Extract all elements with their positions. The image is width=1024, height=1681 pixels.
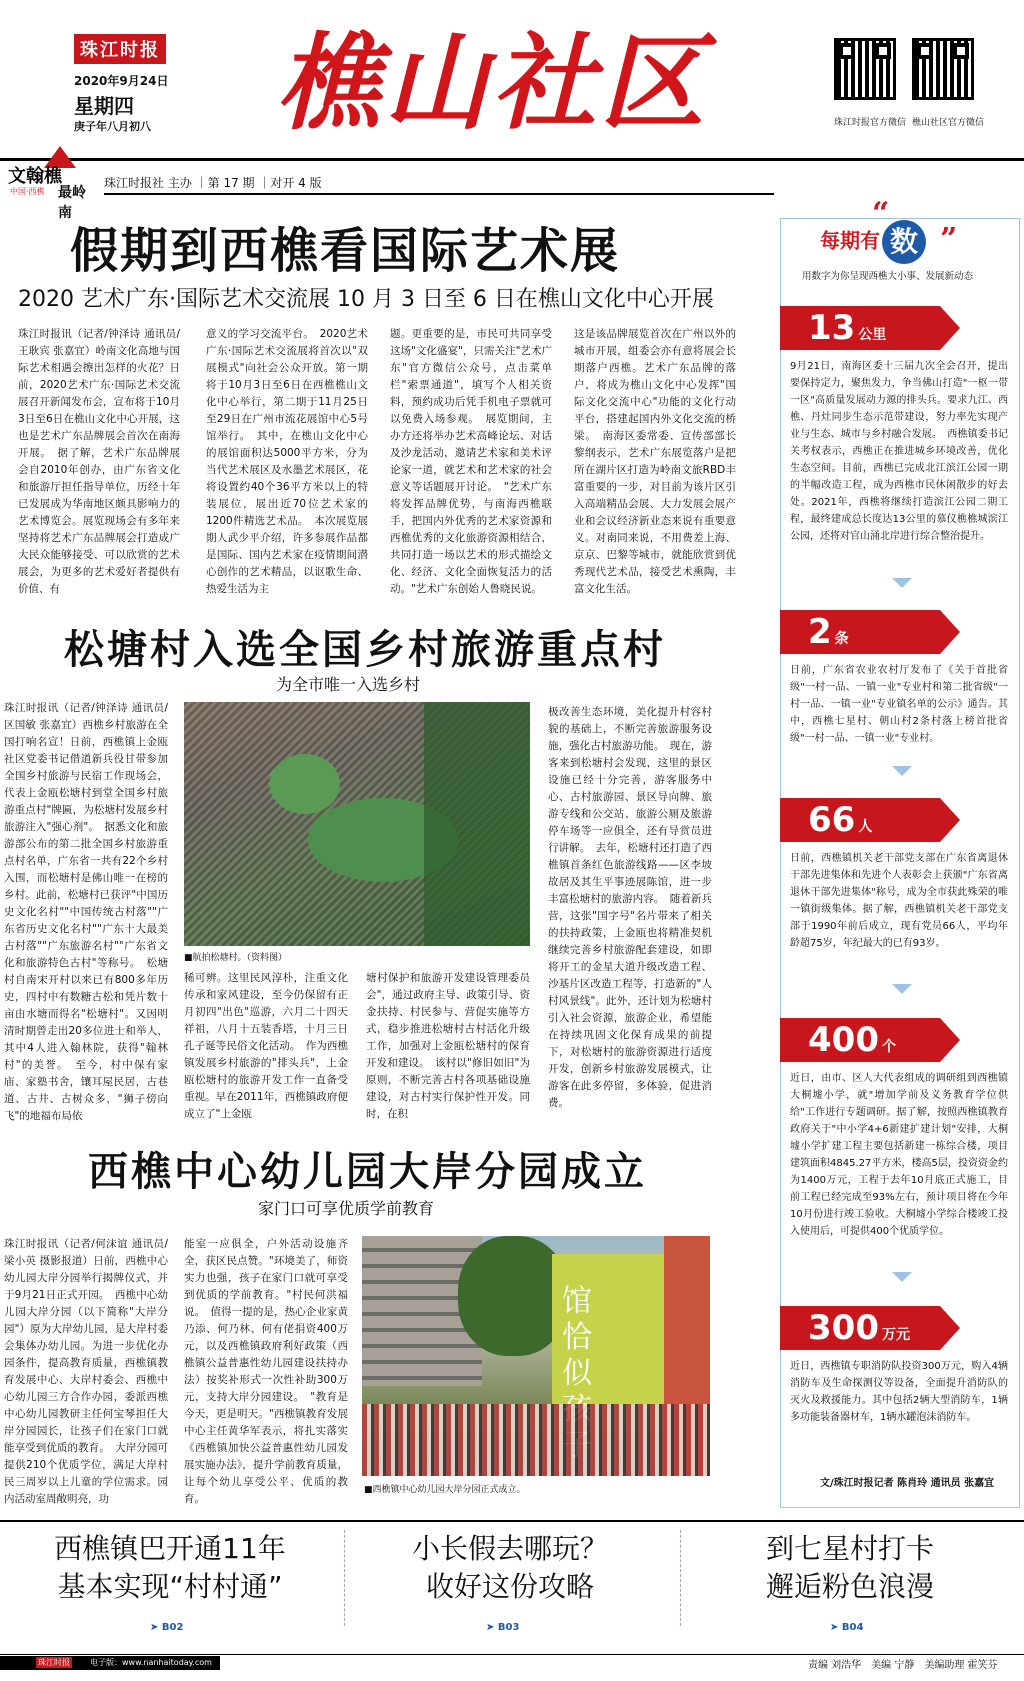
page-banner-title: 樵山社区 xyxy=(276,21,709,144)
side-logo-sub: 中国·西樵 xyxy=(10,187,45,196)
panel-title-circle: 数 xyxy=(882,220,926,264)
page-icon: ➤ xyxy=(486,1622,498,1633)
side-logo xyxy=(8,146,98,221)
stat-number: 66 xyxy=(808,800,856,840)
header-rule xyxy=(0,158,1024,161)
article2-subheadline: 为全市唯一入选乡村 xyxy=(276,675,421,694)
teaser-page-b02[interactable] xyxy=(150,1622,183,1633)
stat-unit: 条 xyxy=(834,631,849,647)
stat-unit: 公里 xyxy=(858,327,887,343)
page-icon: ➤ xyxy=(830,1622,842,1633)
stat-badge-66 xyxy=(780,798,940,842)
article1-col2: 意义的学习交流平台。 2020艺术广东·国际艺术交流展将首次以"双展模式"向社会公众开放。第一期将于10月3日至6日在西樵樵山文化中心举行，第二期于11月25日至29日在广州市流花展馆中心5号馆举行。 其中，在樵山文化中心的展馆面积达5000平方米，分为当代艺术展区及水墨艺术展区，花将设置约40个36平方米以上的特装展位，展出近70位艺术家的1200件精选艺术品。 本次展览展期人武少平介绍，许多参展作品都是国际、国内艺术家在疫情期间潜心创作的艺术精品，以讴歌生命、热爱生活为主 xyxy=(206,328,368,595)
issue-weekday: 星期四 xyxy=(74,94,134,118)
article3-subheadline: 家门口可享优质学前教育 xyxy=(258,1199,435,1218)
teaser-line2: 收好这份攻略 xyxy=(425,1570,594,1603)
stat-unit: 人 xyxy=(858,819,873,835)
stat-badge-13 xyxy=(780,306,940,350)
footer-staff: 责编 刘浩华 美编 宁静 美编助理 霍笑芬 xyxy=(808,1660,998,1671)
article1-headline[interactable]: 假期到西樵看国际艺术展 xyxy=(70,223,621,279)
stat-number: 400 xyxy=(808,1020,879,1060)
article2-photo-caption: ■航拍松塘村。（资料图） xyxy=(184,953,288,963)
masthead-info: 珠江时报社 主办 ｜第 17 期 ｜对开 4 版 xyxy=(104,176,322,190)
teaser-b04[interactable] xyxy=(700,1530,1000,1606)
article3-col1: 珠江时报讯（记者/何沫谊 通讯员/梁小英 摄影报道）日前，西樵中心幼儿园大岸分园举行揭牌仪式，并于9月21日正式开园。 西樵中心幼儿园大岸分园（以下简称"大岸分园"）原为大岸幼儿园，是大岸村委会集体办幼儿园。为进一步优化办园条件，提高教育质量，西樵镇教育发展中心、大岸村委会、西樵中心幼儿园三方合作办园，委派西樵中心幼儿园教研主任何宝琴担任大岸分园园长，让孩子们在家门口就能享受到优质的教育。 大岸分园可提供210个优质学位，满足大岸村民三周岁以上儿童的学位需求。园内活动室周敞明亮，功 xyxy=(4,1238,168,1505)
kindergarten-photo xyxy=(362,1236,710,1476)
songtang-village-photo xyxy=(184,702,530,946)
photo-green-wall xyxy=(552,1254,664,1404)
panel-title-left: 每期有 xyxy=(820,228,880,253)
stat-unit: 万元 xyxy=(881,1327,910,1343)
stat-badge-300 xyxy=(780,1306,940,1350)
stat-unit: 个 xyxy=(881,1039,896,1055)
divider-arrow-icon xyxy=(892,984,912,994)
teaser-line1: 西樵镇巴开通11年 xyxy=(54,1532,286,1565)
stat-badge-400 xyxy=(780,1018,940,1062)
stat-text-13: 9月21日，南海区委十三届九次全会召开，提出要保持定力，聚焦发力，争当佛山打造"一枢一带一区"高质量发展动力源的排头兵。要求九江、西樵、丹灶同步生态示范带建设，努力率先实现产业与生态、城市与乡村融合发展。 西樵镇委书记关考权表示，西樵正在推进城乡环境改善，优化生态空间。目前，西樵已完成北江滨江公园一期的半幅改造工程，成为西樵市民休闲散步的好去处。2021年，西樵将继续打造滨江公园二期工程，最终建成总长度达13公里的慕仪樵樵城滨江公园，还将对官山涌北岸进行综合整治提升。 xyxy=(790,361,1008,542)
panel-credit: 文/珠江时报记者 陈肖玲 通讯员 张嘉宜 xyxy=(820,1478,995,1489)
teaser-rule xyxy=(0,1520,1024,1522)
article1-col1: 珠江时报讯（记者/钟泽诗 通讯员/王耿宾 张嘉宜）岭南文化高地与国际艺术相遇会擦出怎样的火花？日前，2020艺术广东·国际艺术交流展召开新闻发布会，宣布将于10月3日至6日在樵山文化中心开展，这也是艺术广东品牌展会首次在南海开展。 据了解，艺术广东品牌展会自2010年创办，由广东省文化和旅游厅担任指导单位，历经十年已发展成为华南地区颇具影响力的艺术博览会。展览现场会有多年来坚持将艺术广东品牌展会打造成广大民众能够接受、可以欣赏的艺术展会，为更多的艺术爱好者提供有价值、有 xyxy=(18,328,180,595)
panel-subtitle: 用数字为你呈现西樵大小事、发展新动态 xyxy=(802,271,974,282)
side-logo-main: 文翰樵 xyxy=(8,166,62,187)
article2-col4: 极改善生态环境，美化提升村容村貌的基础上，不断完善旅游服务设施，强化古村旅游功能。 现在，游客来到松塘村会发现，这里的景区设施已经十分完善，游客服务中心、古村旅游园、景区导向牌、旅游专线和公交站、旅游公厕及旅游停车场等一应俱全，还有导赏员进行讲解。 去年，松塘村还打造了西樵镇首条红色旅游线路——区李坡故居及其生平事迹展陈馆，进一步丰富松塘村的旅游内容。 随着新兵营，这张"国字号"名片带来了相关的扶持政策，上金瓯也将精准契机继续完善乡村旅游配套建设，如即将开工的金星大道升级改造工程、沙基片区改造工程等，打造新的"人村风景线"。此外，还计划为松塘村引入社会资源，旅游企业，希望能在持续巩固文化保育成果的前提下，对松塘村的旅游资源进行适度开发，创新乡村旅游发展模式，让游客在此多停留，多体验，促进消费。 xyxy=(548,706,712,1109)
stat-text-66: 日前，西樵镇机关老干部党支部在广东省离退休干部先进集体和先进个人表彰会上获颁"广东省离退休干部先进集体"称号，成为全市获此殊荣的唯一镇街级集体。据了解，西樵镇机关老干部党支部于1990年前后成立，现有党员66人，平均年龄超75岁，年纪最大的已有93岁。 xyxy=(790,853,1008,949)
page-icon: ➤ xyxy=(150,1622,162,1633)
article1-col3: 题。更重要的是，市民可共同享受这场"文化盛宴"，只需关注"艺术广东"官方微信公众号，点击菜单栏"索票通道"，填写个人相关资料，预约成功后凭手机电子票就可以免费入场参观。 展览期间，主办方还将举办艺术高峰论坛、对话及沙龙活动，邀请艺术家和美术评论家一道，就艺术和艺术家的社会意义等话题展开讨论。 "艺术广东将发挥品牌优势，与南海西樵联手，把国内外优秀的艺术家资源和西樵优秀的文化旅游资源相结合，共同打造一场以艺术的形式描绘文化、经济、文化全面恢复活力的活动。"艺术广东创始人鲁晓民说。 xyxy=(390,328,552,595)
qr-caption-community: 樵山社区官方微信 xyxy=(912,118,985,128)
qr-code-wechat-community[interactable] xyxy=(912,38,974,100)
teaser-page-number: B02 xyxy=(161,1622,184,1633)
photo-crowd xyxy=(362,1404,710,1476)
article3-headline[interactable]: 西樵中心幼儿园大岸分园成立 xyxy=(88,1148,647,1195)
article2-headline[interactable]: 松塘村入选全国乡村旅游重点村 xyxy=(64,626,666,673)
teaser-b02[interactable] xyxy=(20,1530,320,1606)
stat-number: 300 xyxy=(808,1308,879,1348)
lunar-date: 庚子年八月初八 xyxy=(74,120,151,133)
stat-badge-2 xyxy=(780,610,940,654)
quote-open-icon: “ xyxy=(872,196,890,231)
stat-text-2: 日前，广东省农业农村厅发布了《关于首批省级"一村一品、一镇一业"专业村和第二批省级"一村一品、一镇一业"专业镇名单的公示》通告。其中，西樵七星村、朝山村2条村落上榜首批省级"一村一品、一镇一业"专业村。 xyxy=(790,665,1008,744)
stat-number: 2 xyxy=(808,612,832,652)
teaser-b03[interactable] xyxy=(360,1530,660,1606)
footer-url[interactable]: 电子版：www.nanhaitoday.com xyxy=(90,1658,212,1667)
teaser-line1: 小长假去哪玩？ xyxy=(411,1532,608,1565)
issue-date: 2020年9月24日 xyxy=(74,74,169,88)
footer-rule xyxy=(0,1654,1024,1655)
article1-subheadline: 2020 艺术广东·国际艺术交流展 10 月 3 日至 6 日在樵山文化中心开展 xyxy=(18,287,714,312)
divider-arrow-icon xyxy=(892,1272,912,1282)
teaser-divider xyxy=(344,1530,345,1626)
teaser-line1: 到七星村打卡 xyxy=(765,1532,934,1565)
photo-wall-text: 馆恰似 xyxy=(562,1284,592,1391)
paper-logo: 珠江时报 xyxy=(74,34,166,64)
article2-col3: 塘村保护和旅游开发建设管理委员会"，通过政府主导、政策引导、资金扶持、村民参与、营促实施等方式，稳步推进松塘村古村活化升级工作，加强对上金瓯松塘村的保育开发和建设。 该村以"修旧如旧"为原则，不断完善古村各项基础设施建设，对古村实行保护性开发。同时，在积 xyxy=(366,972,530,1120)
article2-col2: 稀可辨。这里民风淳朴，注重文化传承和家风建设，至今仍保留有正月初四"出色"巡游，六月二十四天祥祖，八月十五装香塔，十月三日孔子诞等民俗文化活动。 作为西樵镇发展乡村旅游的"排头兵"，上金瓯松塘村的旅游开发工作一直备受重视。早在2011年，西樵镇政府便成立了"上金瓯 xyxy=(184,972,348,1120)
article1-col4: 这是该品牌展览首次在广州以外的城市开展，组委会亦有意将展会长期落户西樵。艺术广东品牌的落户，将成为樵山文化中心发挥"国际文化交流中心"功能的文化行动平台，搭建起国内外文化交流的桥梁。 南海区委常委、宣传部部长黎纲表示，艺术广东展览落户是把所在湖片区打造为岭南文旅RBD丰富重要的一步，对目前为该片区引入高端精品会展、大力发展会展产业和会议经济新业态来说有重要意义。对南同来说，不用费差上海、京京、巴黎等城市，就能欣赏到优秀现代艺术品，接受艺术熏陶，丰富文化生活。 xyxy=(574,328,736,595)
photo-trees xyxy=(424,702,530,946)
teaser-page-b04[interactable] xyxy=(830,1622,863,1633)
teaser-page-b03[interactable] xyxy=(486,1622,519,1633)
divider-arrow-icon xyxy=(892,578,912,588)
stat-text-400: 近日，由市、区人大代表组成的调研组到西樵镇大桐墟小学，就"增加学前及义务教育学位供给"工作进行专题调研。据了解，按照西樵镇教育政府关于"中小学4+6新建扩建计划"安排，大桐墟小学扩建工程主要包括新建一栋综合楼，项目建筑面积4845.27平方米，楼高5层，投资资金约为1400万元，工程于去年10月底正式施工，目前工程已经完成至93%左右，预计项目将在今年10月份进行竣工验收。大桐墟小学综合楼竣工投入使用后，可提供400个优质学位。 xyxy=(790,1073,1008,1237)
quote-close-icon: ” xyxy=(940,222,958,257)
footer-logo: 珠江时报 xyxy=(38,1658,70,1667)
teaser-divider xyxy=(680,1530,681,1626)
stat-text-300: 近日，西樵镇专职消防队投资300万元，购入4辆消防车及生命探测仪等设备，全面提升消防队的灭火及救援能力。其中包括2辆大型消防车，1辆多功能装备器材车，1辆水罐泡沫消防车。 xyxy=(790,1361,1008,1423)
teaser-page-number: B03 xyxy=(497,1622,520,1633)
stat-number: 13 xyxy=(808,308,856,348)
masthead-rule xyxy=(104,193,774,195)
divider-arrow-icon xyxy=(892,766,912,776)
qr-caption-paper: 珠江时报官方微信 xyxy=(834,118,907,128)
article3-photo-caption: ■西樵镇中心幼儿园大岸分园正式成立。 xyxy=(364,1485,526,1495)
teaser-page-number: B04 xyxy=(841,1622,864,1633)
qr-code-wechat-paper[interactable] xyxy=(834,38,896,100)
article2-col1: 珠江时报讯（记者/钟泽诗 通讯员/区国敏 张嘉宜）西樵乡村旅游在全国打响名宣！日前，西樵镇上金瓯社区党委书记借道新兵役甘带参加全国乡村旅游与民宿工作现场会，代表上金瓯松塘村到堂全国乡村旅游重点村"牌匾，为松塘村发展乡村旅游注入"强心剂"。 据悉文化和旅游部公布的第二批全国乡村旅游重点村名单，广东省一共有22个乡村入围，而松塘村是佛山唯一在榜的乡村。此前，松塘村已获评"中国历史文化名村""中国传统古村落""广东省历史文化名村""广东十大最美古村落""广东旅游名村""广东省文化和旅游特色古村"等称号。 松塘村自南宋开村以来已有800多年历史，四村中有数糖古松和凭片数十亩由水塘而得名"松塘村"。又因明清时期曾走出20多位进士和举人，其中4人进入翰林院，获得"翰林村"的美誉。 至今，村中保有家庙、家塾书舍，镶耳屋民居，古巷道、古井、古树众多，"狮子傍向飞"的地福布局依 xyxy=(4,702,168,1122)
teaser-line2: 邂逅粉色浪漫 xyxy=(765,1570,934,1603)
article3-col2: 能室一应俱全，户外活动设施齐全，获区民点赞。"环境美了，师资实力也强，孩子在家门口就可享受到优质的学前教育。"村民何洪福说。 值得一提的是，热心企业家黄乃添、何乃林、何有佬捐资400万元，以及西樵镇政府利好政策（西樵镇公益普惠性幼儿园建设扶持办法）按奖补形式一次性补助300万元，支持大岸分园建设。 "教育是今天，更是明天。"西樵镇教育发展中心主任黄华军表示，将扎实落实《西樵镇加快公益普惠性幼儿园发展实施办法》，提升学前教育质量，让每个幼儿享受公平、优质的教育。 xyxy=(184,1238,348,1505)
teaser-line2: 基本实现“村村通” xyxy=(57,1570,283,1603)
side-logo-tag: 最岭南 xyxy=(58,185,86,221)
photo-pond xyxy=(270,754,340,814)
